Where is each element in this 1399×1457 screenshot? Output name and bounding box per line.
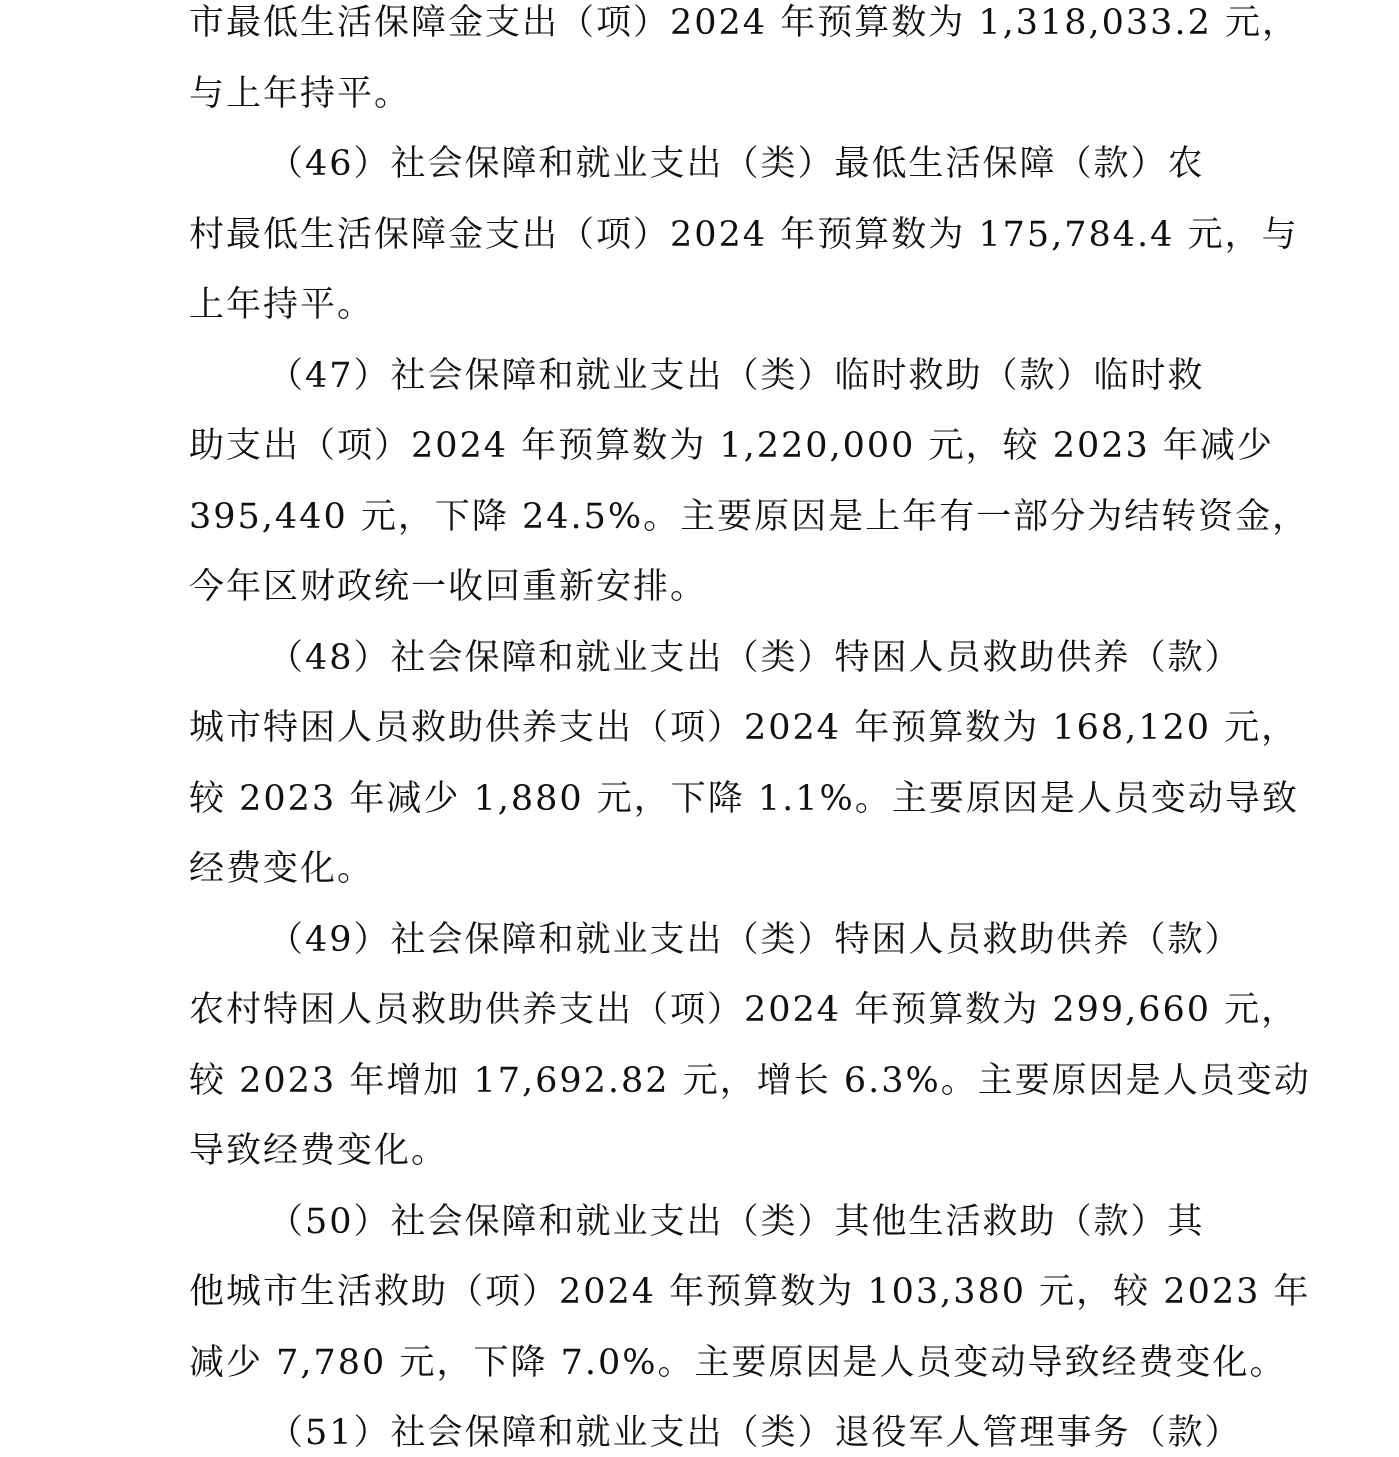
body-text-line: 减少 7,780 元，下降 7.0%。主要原因是人员变动导致经费变化。 — [189, 1343, 1287, 1383]
body-text-line: 经费变化。 — [189, 849, 375, 889]
body-text-line: 助支出（项）2024 年预算数为 1,220,000 元，较 2023 年减少 — [189, 426, 1274, 466]
body-text-line: 村最低生活保障金支出（项）2024 年预算数为 175,784.4 元，与 — [189, 215, 1299, 255]
body-text-line: 城市特困人员救助供养支出（项）2024 年预算数为 168,120 元， — [189, 708, 1299, 748]
body-text-line: 上年持平。 — [189, 285, 375, 325]
body-text-line: 与上年持平。 — [189, 74, 412, 114]
paragraph-49-start: （49）社会保障和就业支出（类）特困人员救助供养（款） — [268, 920, 1242, 960]
paragraph-50-start: （50）社会保障和就业支出（类）其他生活救助（款）其 — [268, 1202, 1205, 1242]
paragraph-46-start: （46）社会保障和就业支出（类）最低生活保障（款）农 — [268, 144, 1205, 184]
body-text-line: 较 2023 年增加 17,692.82 元，增长 6.3%。主要原因是人员变动 — [189, 1061, 1311, 1101]
body-text-line: 395,440 元，下降 24.5%。主要原因是上年有一部分为结转资金， — [189, 497, 1310, 537]
body-text-line: 较 2023 年减少 1,880 元，下降 1.1%。主要原因是人员变动导致 — [189, 779, 1299, 819]
body-text-line: 市最低生活保障金支出（项）2024 年预算数为 1,318,033.2 元， — [189, 3, 1299, 43]
paragraph-51-start: （51）社会保障和就业支出（类）退役军人管理事务（款） — [268, 1413, 1242, 1453]
paragraph-48-start: （48）社会保障和就业支出（类）特困人员救助供养（款） — [268, 638, 1242, 678]
body-text-line: 导致经费变化。 — [189, 1131, 449, 1171]
body-text-line: 农村特困人员救助供养支出（项）2024 年预算数为 299,660 元， — [189, 990, 1299, 1030]
paragraph-47-start: （47）社会保障和就业支出（类）临时救助（款）临时救 — [268, 356, 1205, 396]
body-text-line: 他城市生活救助（项）2024 年预算数为 103,380 元，较 2023 年 — [189, 1272, 1311, 1312]
body-text-line: 今年区财政统一收回重新安排。 — [189, 567, 708, 607]
